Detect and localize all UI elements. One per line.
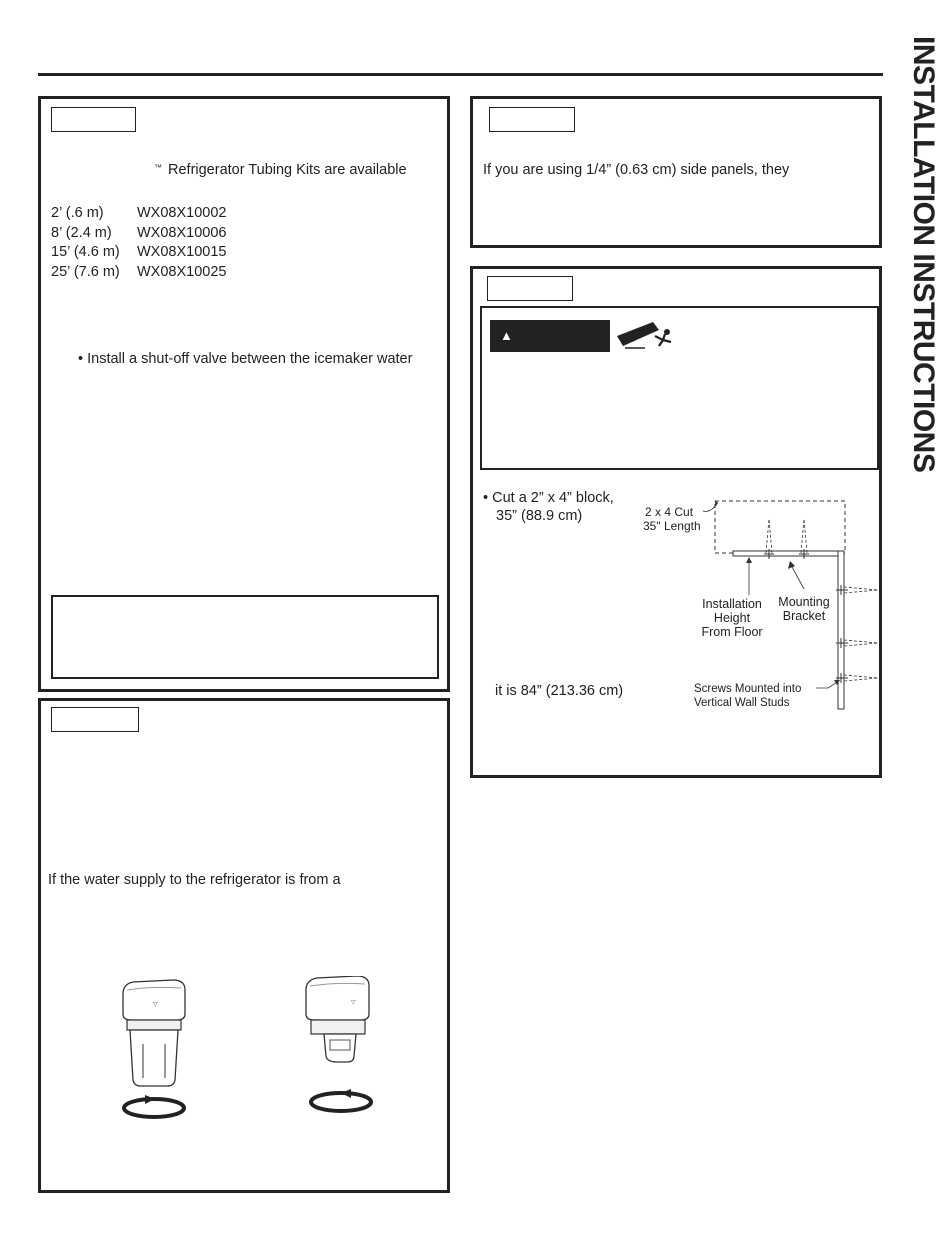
kit-length: 15’ (4.6 m)	[51, 244, 120, 260]
rotate-clockwise-arrow-icon	[124, 1095, 184, 1117]
side-panels-panel	[470, 96, 882, 248]
mounting-bracket-diagram	[638, 497, 880, 715]
warning-box	[480, 306, 879, 470]
note-box	[51, 595, 439, 679]
side-panels-text: If you are using 1/4” (0.63 cm) side panels, they	[483, 162, 790, 178]
tubing-panel	[38, 96, 450, 692]
warning-label	[490, 320, 610, 352]
diagram-label: From Floor	[701, 625, 763, 639]
kit-length: 2’ (.6 m)	[51, 205, 104, 221]
kit-length: 8’ (2.4 m)	[51, 224, 112, 241]
diagram-label: Bracket	[782, 609, 826, 623]
filter-cartridges-illustration	[111, 976, 391, 1126]
kit-part: WX08X10006	[137, 224, 227, 241]
tip-over-hazard-icon	[615, 320, 677, 350]
diagram-label: 2 x 4 Cut	[645, 505, 694, 519]
kit-length: 25’ (7.6 m)	[51, 263, 120, 280]
section-tag	[51, 707, 139, 732]
warning-triangle-icon: ▲	[500, 328, 513, 343]
kit-part: WX08X10025	[137, 263, 227, 280]
shutoff-valve-bullet: • Install a shut-off valve between the icemaker water	[78, 351, 413, 367]
tubing-kits-text: Refrigerator Tubing Kits are available	[168, 162, 407, 178]
water-supply-text: If the water supply to the refrigerator is from a	[48, 872, 341, 888]
svg-text:▽: ▽	[153, 1002, 158, 1008]
mounting-panel	[470, 266, 882, 778]
diagram-label: Height	[713, 611, 751, 625]
filter-cartridge-icon	[306, 976, 369, 1062]
diagram-label: Vertical Wall Studs	[694, 697, 790, 709]
section-tag	[487, 276, 573, 301]
svg-text:▽: ▽	[351, 1000, 356, 1006]
kit-part: WX08X10015	[137, 244, 227, 260]
trademark-mark: ™	[154, 163, 162, 172]
section-tag	[489, 107, 575, 132]
water-supply-panel	[38, 698, 450, 1193]
cut-block-bullet: • Cut a 2” x 4” block,	[483, 490, 614, 506]
rotate-counterclockwise-arrow-icon	[311, 1089, 371, 1111]
diagram-label: Installation	[702, 597, 762, 611]
diagram-label: Screws Mounted into	[694, 683, 802, 695]
diagram-label: 35" Length	[643, 519, 701, 533]
header-rule	[38, 73, 883, 76]
installation-height-text: it is 84” (213.36 cm)	[495, 683, 624, 699]
diagram-label: Mounting	[778, 595, 830, 609]
section-tag	[51, 107, 136, 132]
side-title: INSTALLATION INSTRUCTIONS	[907, 36, 940, 473]
cut-block-length: 35” (88.9 cm)	[496, 508, 583, 524]
kit-part: WX08X10002	[137, 205, 227, 221]
filter-cartridge-icon	[123, 980, 185, 1086]
